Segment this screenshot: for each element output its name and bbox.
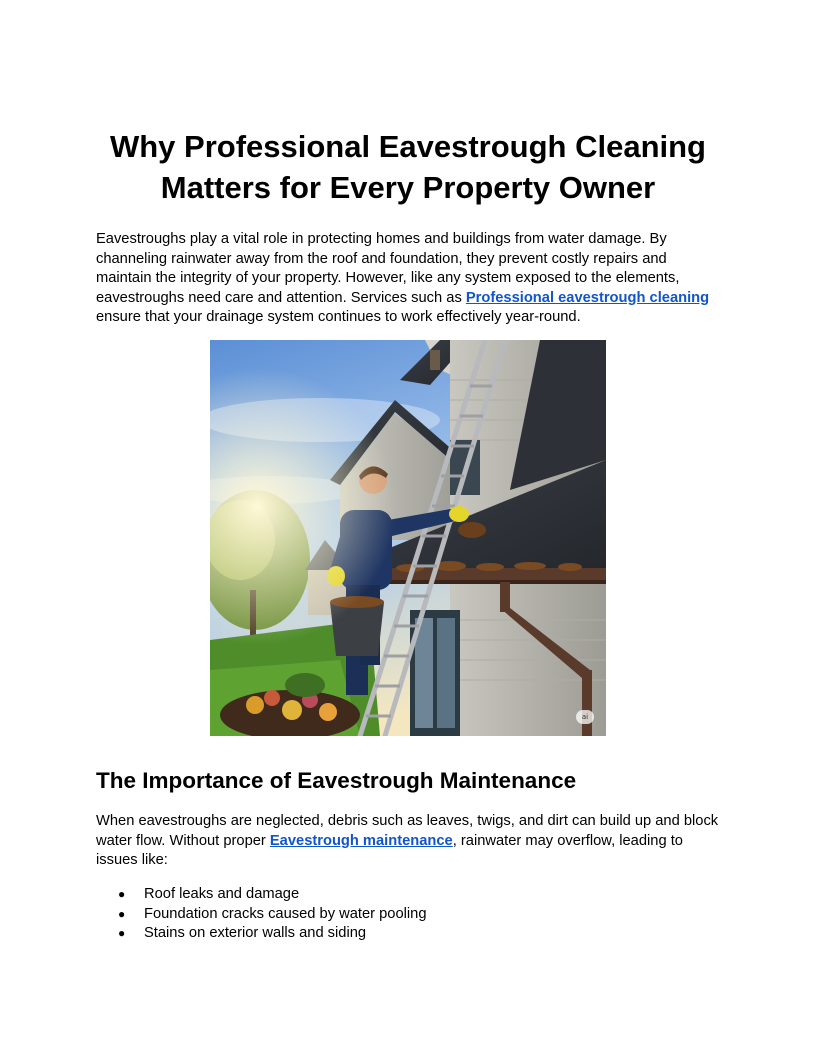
intro-paragraph bbox=[96, 230, 720, 328]
eavestrough-maintenance-link[interactable]: Eavestrough maintenance bbox=[269, 832, 453, 849]
section-text-start: When eavestroughs are neglected, debris such as leaves, twigs, and dirt can build up and block water flow. Without proper bbox=[96, 813, 719, 849]
list-item-text: Foundation cracks caused by water pooling bbox=[144, 905, 427, 922]
section-text-end: , rainwater may overflow, leading to issues like: bbox=[96, 832, 683, 868]
bullet-icon: ● bbox=[118, 887, 126, 901]
document-page bbox=[96, 126, 720, 941]
worker-cleaning-gutter-photo bbox=[210, 340, 606, 736]
list-item bbox=[96, 905, 427, 925]
issues-list bbox=[96, 885, 427, 944]
bullet-icon: ● bbox=[118, 906, 126, 921]
list-item bbox=[96, 885, 427, 905]
list-item bbox=[96, 924, 427, 944]
list-item-text: Stains on exterior walls and siding bbox=[144, 925, 367, 941]
section-heading: The Importance of Eavestrough Maintenance bbox=[96, 768, 577, 793]
intro-text-start: Eavestroughs play a vital role in protecting homes and buildings from water damage. By channeling rainwater away from the roof and foundation, they prevent costly repairs and maintain the integrity of your property. However, like any system exposed to the elements, eavestroughs need care and attention. Services such as bbox=[96, 231, 680, 306]
list-item-text: Roof leaks and damage bbox=[144, 886, 300, 902]
page-title: Why Professional Eavestrough Cleaning Matters for Every Property Owner bbox=[109, 129, 706, 205]
intro-text-end: ensure that your drainage system continues to work effectively year-round. bbox=[96, 309, 581, 325]
ai-generated-badge: ai bbox=[576, 710, 594, 724]
professional-cleaning-link[interactable]: Professional eavestrough cleaning bbox=[465, 289, 710, 306]
section-paragraph bbox=[96, 812, 720, 871]
bullet-icon: ● bbox=[118, 926, 126, 940]
